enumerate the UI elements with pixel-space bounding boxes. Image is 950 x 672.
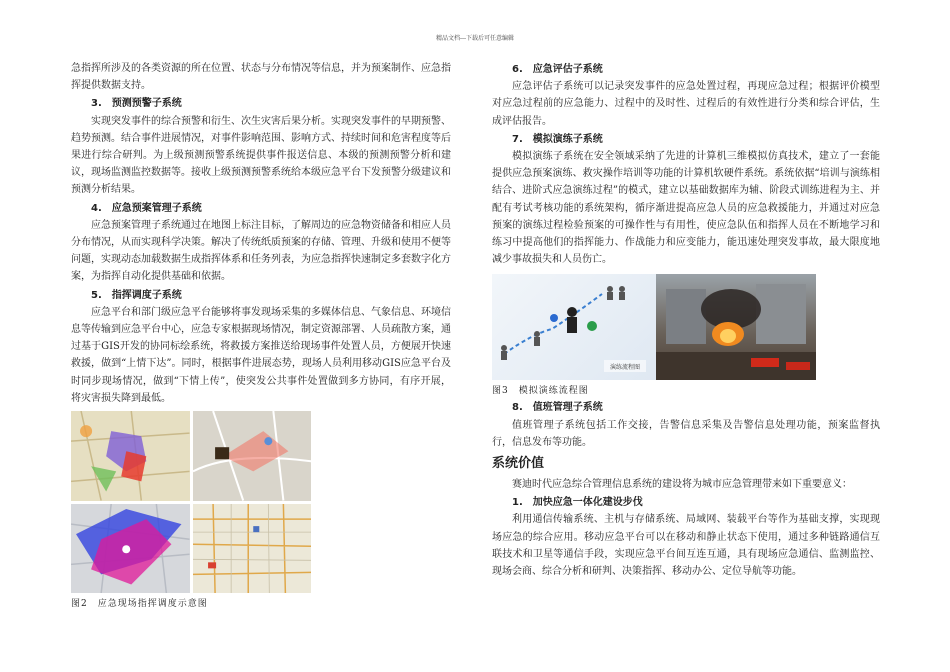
section-3-title: 3. 预测预警子系统 bbox=[91, 98, 182, 110]
map-panel-2 bbox=[193, 411, 312, 501]
figure-2-caption: 图2 应急现场指挥调度示意图 bbox=[71, 599, 208, 610]
drill-scene bbox=[656, 274, 816, 380]
right-column bbox=[492, 60, 880, 580]
section-4-title: 4. 应急预案管理子系统 bbox=[91, 202, 202, 214]
map-panel-1 bbox=[71, 411, 190, 501]
map-panel-4 bbox=[193, 504, 312, 594]
value-1-title: 1. 加快应急一体化建设步伐 bbox=[512, 497, 643, 509]
system-value-heading: 系统价值 bbox=[492, 456, 545, 472]
section-6-text: 应急评估子系统可以记录突发事件的应急处置过程，再现应急过程；根据评价模型对应急过程前的应急能力、过程中的及时性、过程后的有效性进行分类和综合评估，生成评估报告。 bbox=[492, 81, 880, 127]
section-6-title: 6. 应急评估子系统 bbox=[512, 64, 603, 75]
section-7-title: 7. 模拟演练子系统 bbox=[512, 133, 603, 145]
drill-flow-label: 演练流程图 bbox=[609, 364, 641, 372]
section-5-text: 应急平台和部门级应急平台能够将事发现场采集的多媒体信息、气象信息、环境信息等传输到应急平台中心，应急专家根据现场情况，制定资源部署、人员疏散方案，通过基于GIS开发的协同标绘系统，将救援方案推送给现场事件处置人员，方便展开快速救援，做到“上情下达”。同时，根据事件进展态势，现场人员利用移动GIS应急平台及时同步现场情况，做到“下情上传”，使突发公共事件处置做到多方协同，有序开展，将灾害损失降到最低。 bbox=[71, 306, 451, 404]
value-1-text: 利用通信传输系统、主机与存储系统、局域网、装载平台等作为基础支撑，实现现场应急的综合应用。移动应急平台可以在移动和静止状态下使用，通过多种链路通信互联技术和卫星等通信手段，实现应急平台间互连互通，具有现场应急通信、监测监控、现场会商、综合分析和研判、决策指挥、移动办公、定位导航等功能。 bbox=[492, 514, 880, 578]
section-3-text: 实现突发事件的综合预警和衍生、次生灾害后果分析。实现突发事件的早期预警、趋势预测。结合事件进展情况，对事件影响范围、影响方式、持续时间和危害程度等后果进行综合研判。为上级预测预警系统提供事件报送信息、本级的预测预警分析和建议，现场监测监控数据等。接收上级预测预警系统给本级应急平台下发预警分级建议和预测分析结果。 bbox=[71, 115, 451, 196]
section-8-text: 值班管理子系统包括工作交接，告警信息采集及告警信息处理功能，预案监督执行，信息发布等功能。 bbox=[492, 419, 880, 448]
section-7-text: 模拟演练子系统在安全领域采纳了先进的计算机三维模拟仿真技术，建立了一套能提供应急预案演练、救灾操作培训等功能的计算机软硬件系统。系统依据“培训与演练相结合、进阶式应急演练过程”的模式，建立以基础数据库为辅、阶段式训练进程为主、并配有考试考核功能的系统架构，循序渐进提高应急人员的应急救援能力，并通过对应急预案的演练过程检验预案的可操作性与有用性，使应急队伍和指挥人员在不断地学习和练习中提高他们的指挥能力、作战能力和应变能力，能迅速处理突发事故，最大限度地减少事故损失和人员伤亡。 bbox=[492, 151, 880, 266]
left-column bbox=[71, 60, 451, 611]
drill-flow-diagram bbox=[492, 274, 656, 380]
page-header: 精品文档---下载后可任意编辑 bbox=[435, 35, 515, 42]
section-5-title: 5. 指挥调度子系统 bbox=[91, 289, 182, 301]
section-4-text: 应急预案管理子系统通过在地图上标注目标，了解周边的应急物资储备和相应人员分布情况，从而实现科学决策。解决了传统纸质预案的存储、管理、升级和使用不便等问题，实现动态加载数据生成指挥体系和任务列表，为应急指挥快速制定多套数字化方案，为指挥自动化提供基础和依据。 bbox=[71, 219, 451, 283]
figure-2-maps bbox=[71, 411, 311, 593]
system-value-intro: 赛迪时代应急综合管理信息系统的建设将为城市应急管理带来如下重要意义： bbox=[512, 479, 852, 491]
section-8-title: 8. 值班管理子系统 bbox=[512, 402, 603, 414]
intro-paragraph: 急指挥所涉及的各类资源的所在位置、状态与分布情况等信息，并为预案制作、应急指挥提供数据支持。 bbox=[71, 63, 451, 92]
figure-3-image bbox=[492, 274, 816, 380]
map-panel-3 bbox=[71, 504, 190, 594]
figure-3-caption: 图3 模拟演练流程图 bbox=[492, 386, 589, 397]
